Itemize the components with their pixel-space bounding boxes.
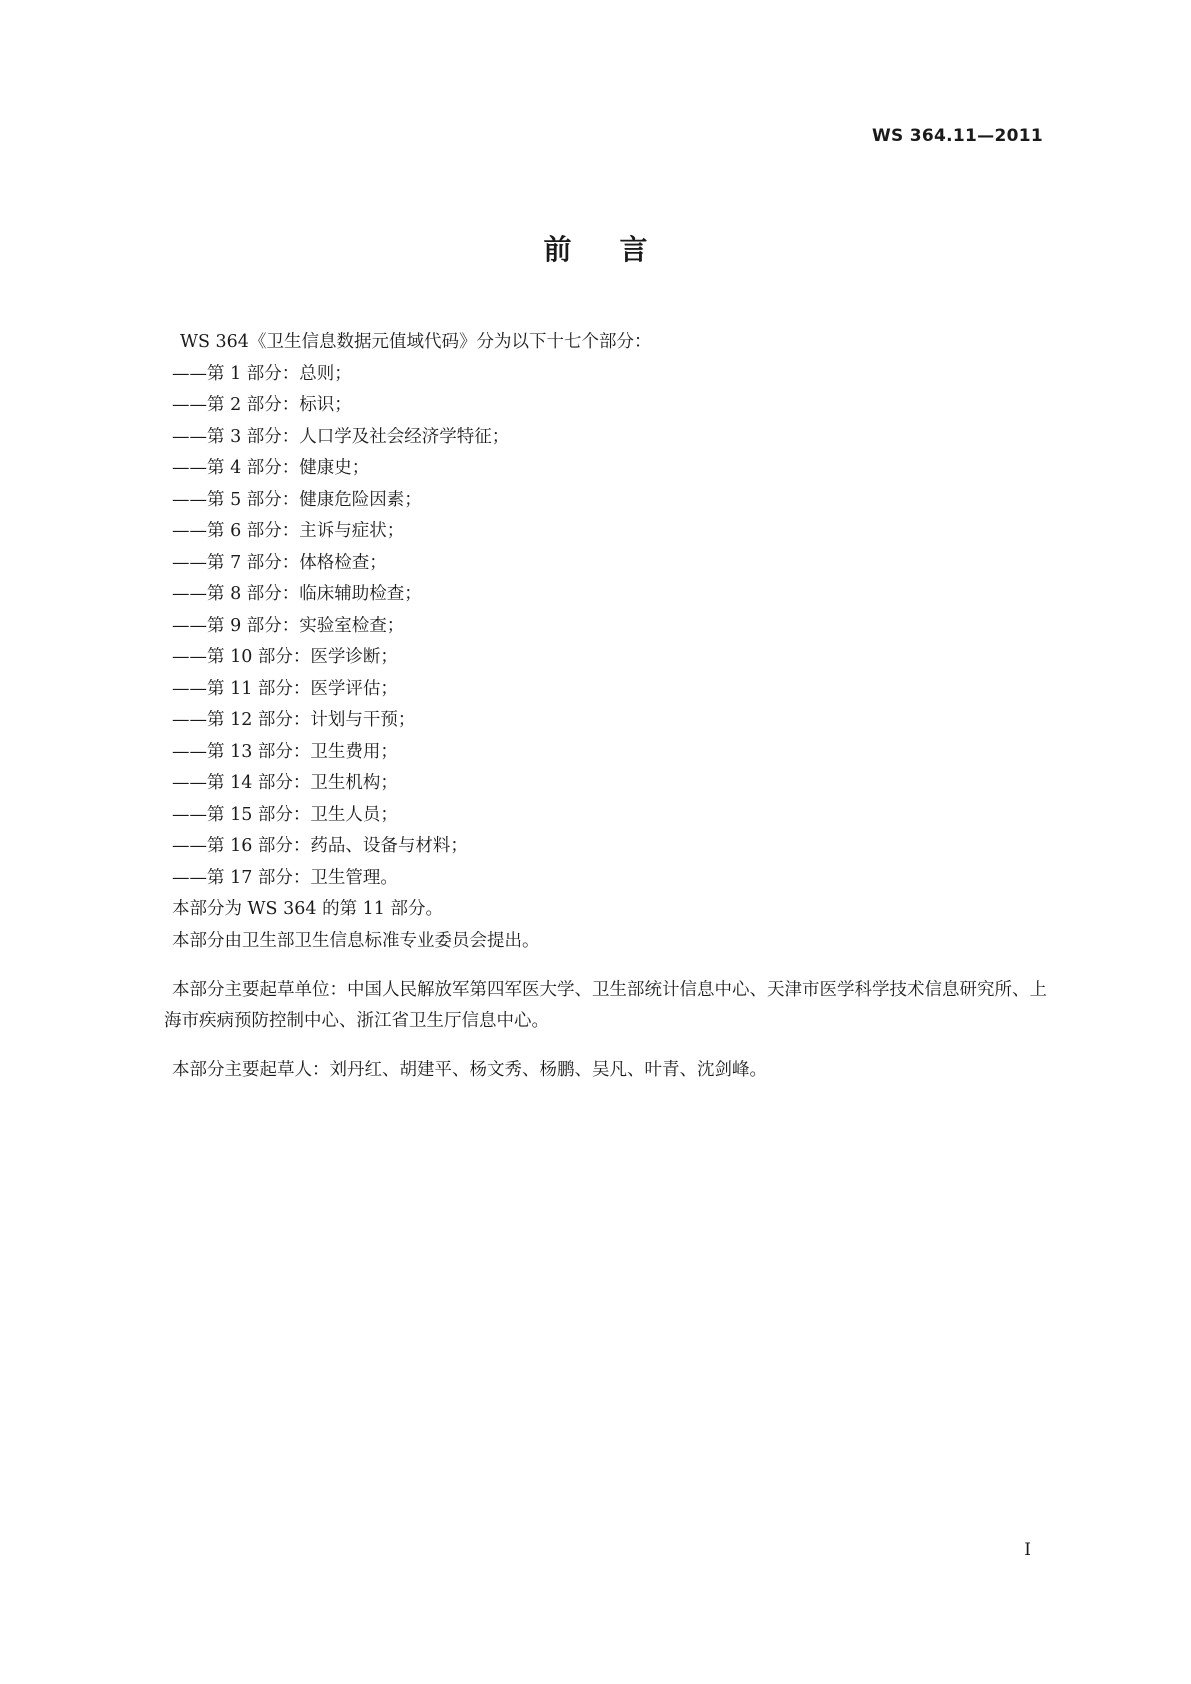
document-code: WS 364.11—2011: [871, 126, 1043, 146]
part-item-8: ——第 8 部分：临床辅助检查；: [172, 584, 422, 604]
part-item-4: ——第 4 部分：健康史；: [172, 458, 370, 478]
part-item-2: ——第 2 部分：标识；: [172, 395, 352, 415]
part-item-10: ——第 10 部分：医学诊断；: [172, 647, 398, 667]
part-item-7: ——第 7 部分：体格检查；: [172, 552, 387, 573]
part-item-16: ——第 16 部分：药品、设备与材料；: [172, 836, 468, 856]
part-statement: 本部分为 WS 364 的第 11 部分。: [172, 899, 443, 919]
part-item-15: ——第 15 部分：卫生人员；: [172, 804, 398, 825]
part-item-17: ——第 17 部分：卫生管理。: [172, 867, 398, 888]
part-item-6: ——第 6 部分：主诉与症状；: [172, 521, 405, 541]
intro-line: WS 364《卫生信息数据元值域代码》分为以下十七个部分：: [180, 332, 652, 352]
part-item-3: ——第 3 部分：人口学及社会经济学特征；: [172, 426, 510, 447]
foreword-body: [164, 327, 1052, 1087]
part-item-14: ——第 14 部分：卫生机构；: [172, 773, 398, 793]
page-number: I: [1024, 1540, 1031, 1560]
part-item-13: ——第 13 部分：卫生费用；: [172, 741, 398, 762]
part-item-5: ——第 5 部分：健康危险因素；: [172, 489, 422, 510]
drafters-statement: 本部分主要起草人：刘丹红、胡建平、杨文秀、杨鹏、吴凡、叶青、沈剑峰。: [172, 1060, 767, 1080]
page-title: 前言: [543, 233, 696, 266]
part-item-11: ——第 11 部分：医学评估；: [172, 678, 398, 699]
drafting-units-statement: 本部分主要起草单位：中国人民解放军第四军医大学、卫生部统计信息中心、天津市医学科学技术信息研究所、上海市疾病预防控制中心、浙江省卫生厅信息中心。: [164, 979, 1047, 1031]
part-item-9: ——第 9 部分：实验室检查；: [172, 615, 405, 636]
proposer-statement: 本部分由卫生部卫生信息标准专业委员会提出。: [172, 930, 540, 951]
part-item-12: ——第 12 部分：计划与干预；: [172, 710, 416, 730]
part-item-1: ——第 1 部分：总则；: [172, 363, 352, 384]
